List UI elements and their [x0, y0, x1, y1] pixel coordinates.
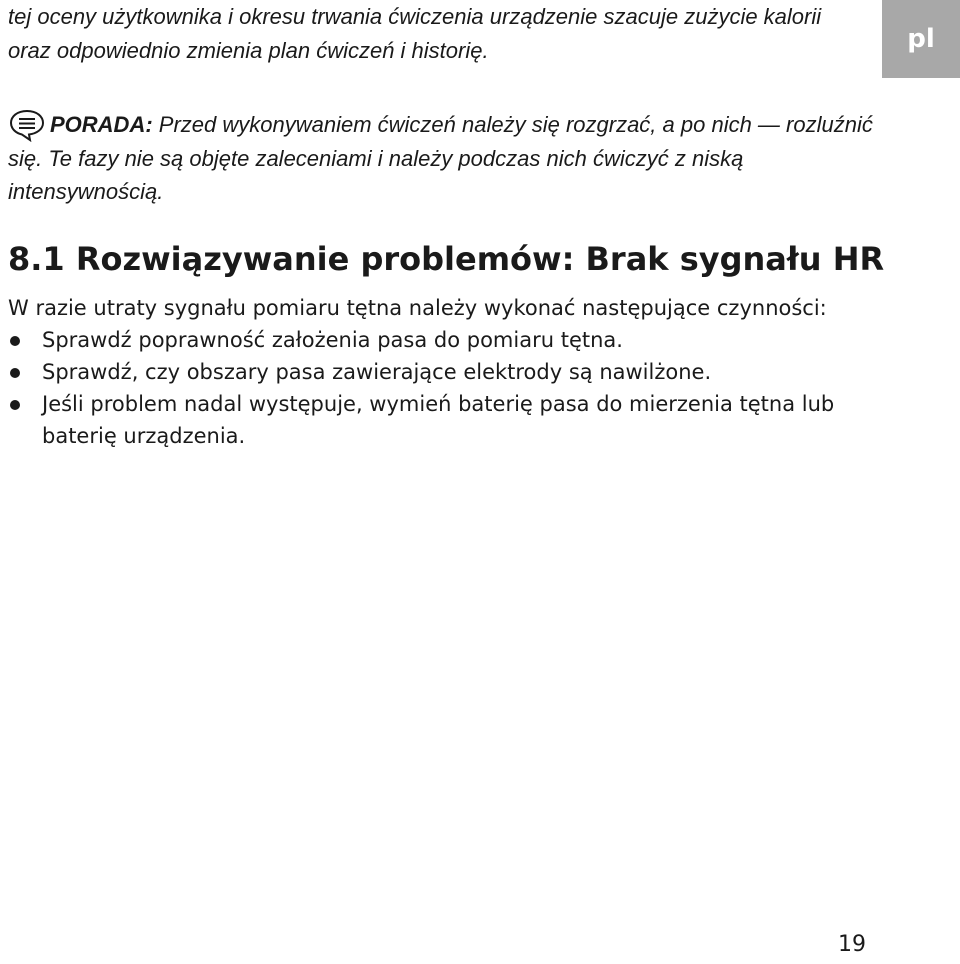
section-title: 8.1 Rozwiązywanie problemów: Brak sygnału HR — [8, 240, 885, 278]
speech-bubble-icon — [8, 108, 46, 142]
language-tab — [882, 0, 960, 78]
tip-box — [8, 108, 888, 208]
intro-paragraph — [8, 0, 868, 68]
section-intro: W razie utraty sygnału pomiaru tętna należy wykonać następujące czynności: — [8, 296, 827, 320]
bullet-list — [8, 324, 908, 452]
list-item-text: Sprawdź, czy obszary pasa zawierające elektrody są nawilżone. — [42, 360, 712, 384]
tip-text: Przed wykonywaniem ćwiczeń należy się rozgrzać, a po nich — rozluźnić się. Te fazy nie są objęte zaleceniami i należy podczas nich ćwiczyć z niską intensywnością. — [8, 112, 873, 204]
bullet-icon — [10, 336, 20, 346]
section-body — [8, 292, 908, 452]
page-number: 19 — [838, 932, 866, 957]
list-item — [8, 324, 908, 356]
bullet-icon — [10, 368, 20, 378]
list-item — [8, 356, 908, 388]
list-item — [8, 388, 908, 452]
intro-line-1: tej oceny użytkownika i okresu trwania ćwiczenia urządzenie szacuje zużycie kalorii — [8, 4, 822, 29]
list-item-text: Jeśli problem nadal występuje, wymień baterię pasa do mierzenia tętna lub baterię urządzenia. — [42, 392, 835, 448]
list-item-text: Sprawdź poprawność założenia pasa do pomiaru tętna. — [42, 328, 623, 352]
bullet-icon — [10, 400, 20, 410]
intro-line-2: oraz odpowiednio zmienia plan ćwiczeń i historię. — [8, 38, 489, 63]
tip-label: PORADA: — [50, 112, 153, 137]
language-code: pl — [907, 24, 935, 54]
